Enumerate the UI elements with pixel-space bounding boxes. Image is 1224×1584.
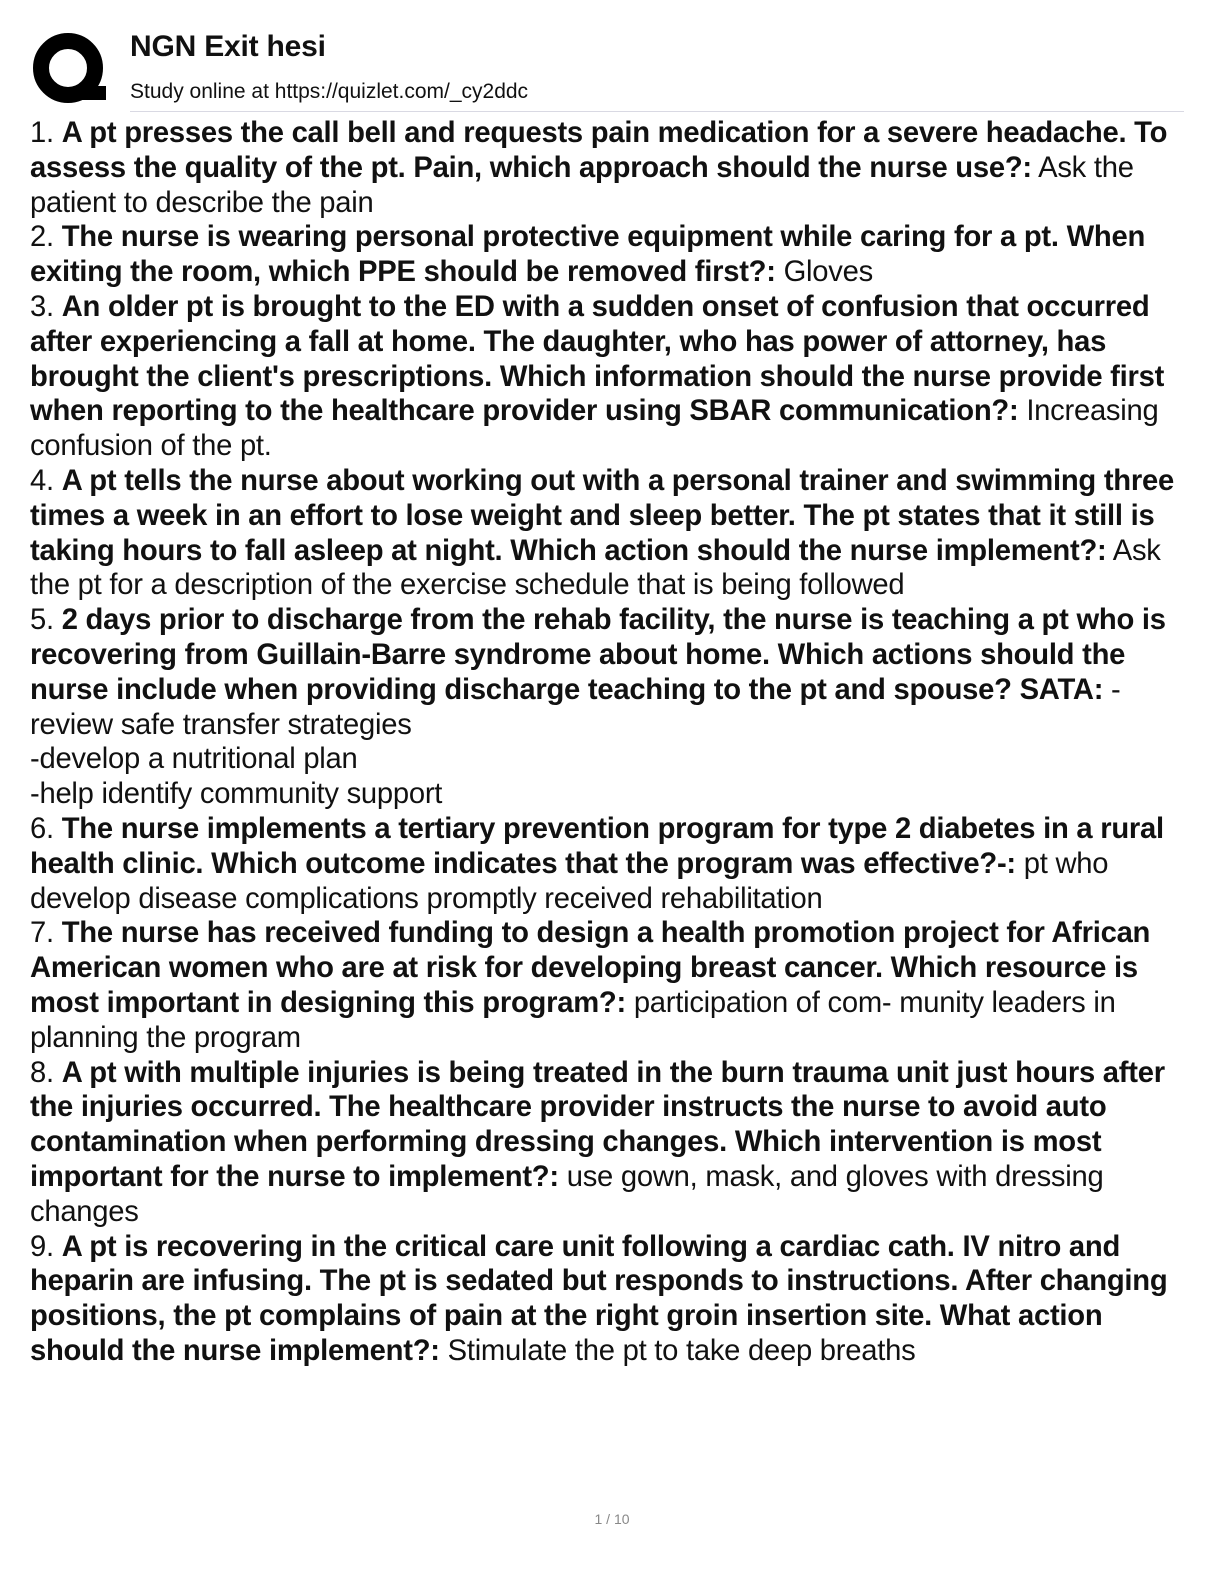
answer-text: Ask the pt for a description of the exercise schedule that is being followed (30, 534, 1161, 602)
answer-text: pt who develop disease complications promptly received rehabilitation (30, 847, 1109, 915)
item-number: 2. (30, 221, 54, 254)
study-online-link[interactable]: Study online at https://quizlet.com/_cy2ddc (130, 80, 529, 103)
qa-item (30, 916, 1186, 1055)
page-header (30, 28, 1184, 112)
question-text: The nurse has received funding to design a health promotion project for African American women who are at risk for developing breast cancer. Which resource is most important in designing this program?: (30, 917, 1151, 1019)
question-text: 2 days prior to discharge from the rehab facility, the nurse is teaching a pt who is recovering from Guillain-Barre syndrome about home. Which actions should the nurse include when providing discharge teaching to the pt and spouse? SATA: (30, 604, 1166, 706)
item-number: 7. (30, 917, 54, 950)
answer-text: Increasing confusion of the pt. (30, 395, 1159, 463)
question-text: A pt with multiple injuries is being treated in the burn trauma unit just hours after the injuries occurred. The healthcare provider instructs the nurse to avoid auto contamination when performing dressing changes. Which intervention is most important for the nurse to implement?: (30, 1056, 1165, 1193)
item-number: 4. (30, 464, 54, 497)
item-number: 9. (30, 1230, 54, 1263)
qa-item (30, 116, 1186, 220)
quizlet-logo-icon (32, 32, 108, 108)
answer-text: Ask the patient to describe the pain (30, 151, 1134, 219)
item-number: 3. (30, 290, 54, 323)
question-text: A pt presses the call bell and requests pain medication for a severe headache. To assess the quality of the pt. Pain, which approach should the nurse use?: (30, 117, 1168, 184)
qa-item (30, 464, 1186, 603)
answer-text: -develop a nutritional plan (30, 743, 358, 776)
document-title: NGN Exit hesi (130, 30, 326, 63)
question-text: A pt is recovering in the critical care unit following a cardiac cath. IV nitro and heparin are infusing. The pt is sedated but responds to instructions. After changing positions, the pt complains of pain at the right groin insertion site. What action should the nurse implement?: (30, 1230, 1168, 1367)
item-number: 1. (30, 117, 54, 149)
qa-item (30, 1056, 1186, 1230)
header-divider (130, 111, 1184, 112)
qa-item (30, 812, 1186, 916)
answer-text: -review safe transfer strategies (30, 673, 1121, 741)
answer-text: participation of com- munity leaders in planning the program (30, 986, 1116, 1054)
qa-list (30, 116, 1186, 1369)
item-number: 8. (30, 1056, 54, 1089)
answer-text: -help identify community support (30, 778, 443, 811)
answer-text: Gloves (783, 256, 873, 289)
qa-item (30, 220, 1186, 290)
item-number: 6. (30, 812, 54, 845)
item-number: 5. (30, 604, 54, 637)
qa-item (30, 1230, 1186, 1369)
answer-text: Stimulate the pt to take deep breaths (447, 1334, 916, 1367)
qa-item (30, 290, 1186, 464)
answer-text: use gown, mask, and gloves with dressing changes (30, 1160, 1104, 1228)
page-number: 1 / 10 (594, 1511, 630, 1527)
question-text: The nurse implements a tertiary prevention program for type 2 diabetes in a rural health clinic. Which outcome indicates that the program was effective?-: (30, 812, 1164, 880)
question-text: A pt tells the nurse about working out with a personal trainer and swimming three times a week in an effort to lose weight and sleep better. The pt states that it still is taking hours to fall asleep at night. Which action should the nurse implement?: (30, 464, 1174, 567)
question-text: The nurse is wearing personal protective equipment while caring for a pt. When exiting the room, which PPE should be removed first?: (30, 221, 1146, 289)
question-text: An older pt is brought to the ED with a sudden onset of confusion that occurred after experiencing a fall at home. The daughter, who has power of attorney, has brought the client's prescriptions. Which information should the nurse provide first when reporting to the healthcare provider using SBAR communication?: (30, 290, 1165, 428)
qa-item (30, 603, 1186, 812)
